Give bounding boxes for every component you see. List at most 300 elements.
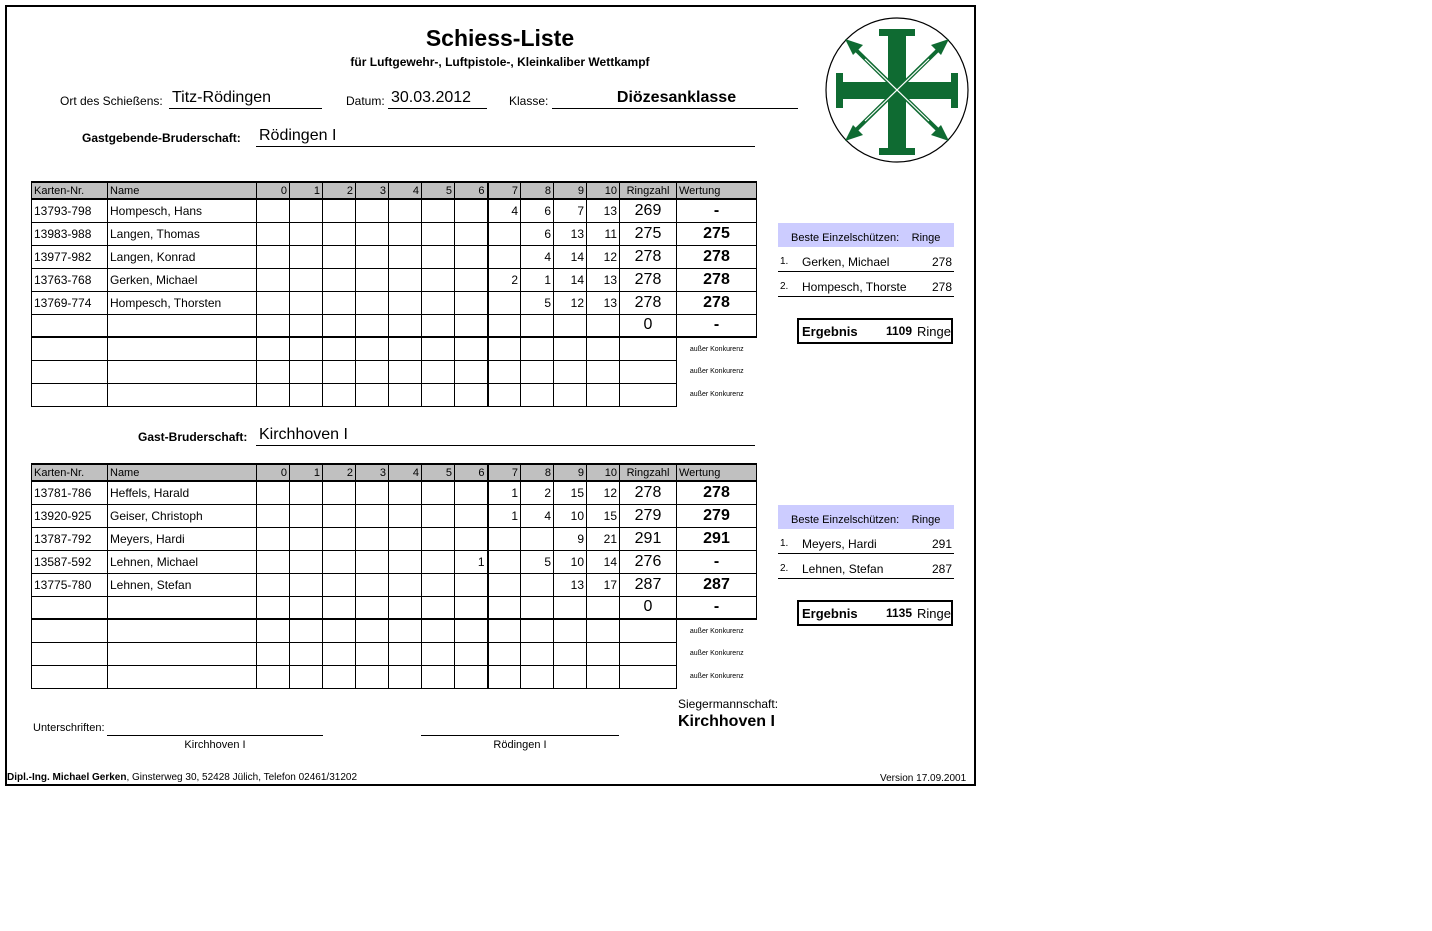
column-header: Wertung	[677, 182, 757, 199]
name-cell[interactable]	[108, 596, 257, 619]
score-cell[interactable]	[554, 596, 587, 619]
score-cell[interactable]	[356, 222, 389, 245]
score-cell[interactable]	[356, 527, 389, 550]
empty-cell[interactable]	[422, 665, 455, 688]
score-cell[interactable]	[455, 527, 488, 550]
score-cell[interactable]: 13	[587, 268, 620, 291]
empty-cell[interactable]	[521, 337, 554, 360]
ringzahl-cell[interactable]: 278	[620, 245, 677, 268]
table-row	[32, 268, 757, 291]
empty-cell[interactable]	[488, 383, 521, 406]
score-cell[interactable]	[323, 245, 356, 268]
empty-cell[interactable]	[290, 337, 323, 360]
empty-cell[interactable]	[422, 383, 455, 406]
table-row	[32, 245, 757, 268]
score-cell[interactable]	[422, 199, 455, 222]
score-cell[interactable]: 15	[554, 481, 587, 504]
score-cell[interactable]: 2	[488, 268, 521, 291]
karten-nr-cell[interactable]: 13787-792	[32, 527, 108, 550]
empty-row	[32, 383, 757, 406]
klasse-field[interactable]: Diözesanklasse	[552, 89, 798, 109]
empty-cell[interactable]	[356, 383, 389, 406]
page-subtitle: für Luftgewehr-, Luftpistole-, Kleinkaliber Wettkampf	[350, 55, 650, 69]
score-cell[interactable]	[422, 222, 455, 245]
score-cell[interactable]	[455, 245, 488, 268]
score-cell[interactable]	[290, 245, 323, 268]
score-cell[interactable]	[422, 504, 455, 527]
score-cell[interactable]	[455, 573, 488, 596]
column-header: Karten-Nr.	[32, 464, 108, 481]
result-value: 1135	[885, 606, 912, 620]
score-cell[interactable]	[521, 314, 554, 337]
score-cell[interactable]	[422, 291, 455, 314]
empty-cell[interactable]	[257, 383, 290, 406]
score-cell[interactable]: 6	[521, 222, 554, 245]
empty-cell[interactable]	[257, 642, 290, 665]
wertung-cell: 279	[677, 504, 757, 527]
empty-cell[interactable]	[257, 619, 290, 642]
score-cell[interactable]	[389, 573, 422, 596]
score-cell[interactable]	[323, 504, 356, 527]
brotherhood-cross-logo-icon	[825, 17, 970, 164]
empty-cell[interactable]	[323, 619, 356, 642]
empty-cell[interactable]	[389, 642, 422, 665]
empty-cell[interactable]	[290, 383, 323, 406]
score-cell[interactable]	[356, 314, 389, 337]
score-cell[interactable]	[356, 504, 389, 527]
empty-cell[interactable]	[455, 383, 488, 406]
empty-cell[interactable]	[32, 360, 108, 383]
signature-left-caption: Kirchhoven I	[184, 739, 246, 751]
page-title: Schiess-Liste	[425, 25, 575, 51]
score-cell[interactable]: 7	[554, 199, 587, 222]
score-cell[interactable]	[488, 314, 521, 337]
empty-row	[32, 665, 757, 688]
score-cell[interactable]	[521, 596, 554, 619]
score-cell[interactable]: 13	[554, 573, 587, 596]
score-cell[interactable]: 4	[488, 199, 521, 222]
score-cell[interactable]	[422, 268, 455, 291]
score-cell[interactable]: 1	[455, 550, 488, 573]
empty-cell[interactable]	[488, 642, 521, 665]
score-cell[interactable]	[389, 314, 422, 337]
score-cell[interactable]	[455, 291, 488, 314]
empty-cell[interactable]	[323, 337, 356, 360]
host-bruderschaft-field[interactable]: Rödingen I	[256, 127, 755, 147]
empty-cell[interactable]	[257, 337, 290, 360]
empty-cell[interactable]	[554, 383, 587, 406]
score-cell[interactable]	[455, 199, 488, 222]
karten-nr-cell[interactable]: 13769-774	[32, 291, 108, 314]
score-cell[interactable]	[323, 199, 356, 222]
empty-cell[interactable]	[521, 619, 554, 642]
score-cell[interactable]	[455, 314, 488, 337]
empty-cell[interactable]	[554, 619, 587, 642]
score-cell[interactable]	[422, 550, 455, 573]
ringzahl-cell[interactable]: 278	[620, 291, 677, 314]
empty-cell[interactable]	[554, 337, 587, 360]
column-header: 10	[587, 182, 620, 199]
score-cell[interactable]: 15	[587, 504, 620, 527]
karten-nr-cell[interactable]: 13775-780	[32, 573, 108, 596]
karten-nr-cell[interactable]: 13920-925	[32, 504, 108, 527]
score-cell[interactable]	[257, 527, 290, 550]
karten-nr-cell[interactable]: 13763-768	[32, 268, 108, 291]
score-cell[interactable]	[356, 481, 389, 504]
guest-bruderschaft-field[interactable]: Kirchhoven I	[256, 426, 755, 446]
ringzahl-cell[interactable]: 278	[620, 268, 677, 291]
score-cell[interactable]	[488, 527, 521, 550]
empty-cell[interactable]	[32, 383, 108, 406]
score-cell[interactable]	[488, 596, 521, 619]
ringzahl-cell[interactable]: 291	[620, 527, 677, 550]
score-cell[interactable]	[290, 573, 323, 596]
ort-field[interactable]: Titz-Rödingen	[169, 89, 322, 109]
empty-cell[interactable]	[108, 337, 257, 360]
klasse-label: Klasse:	[509, 94, 549, 108]
empty-cell[interactable]	[389, 360, 422, 383]
score-cell[interactable]	[257, 245, 290, 268]
score-cell[interactable]: 14	[554, 245, 587, 268]
column-header: 8	[521, 464, 554, 481]
score-cell[interactable]	[554, 314, 587, 337]
score-cell[interactable]	[356, 596, 389, 619]
score-cell[interactable]	[422, 596, 455, 619]
score-cell[interactable]	[488, 245, 521, 268]
empty-cell[interactable]	[389, 665, 422, 688]
ausser-konkurrenz-note: außer Konkurenz	[689, 368, 744, 375]
score-cell[interactable]	[323, 527, 356, 550]
best-entry: 1. Meyers, Hardi 291	[778, 529, 954, 554]
score-cell[interactable]	[455, 222, 488, 245]
score-cell[interactable]	[290, 550, 323, 573]
name-cell[interactable]: Geiser, Christoph	[108, 504, 257, 527]
score-cell[interactable]	[257, 481, 290, 504]
empty-cell[interactable]	[587, 337, 620, 360]
empty-cell[interactable]	[422, 337, 455, 360]
guest-result-box	[797, 600, 953, 626]
empty-cell[interactable]	[257, 665, 290, 688]
score-cell[interactable]	[587, 314, 620, 337]
name-cell[interactable]: Meyers, Hardi	[108, 527, 257, 550]
score-cell[interactable]	[455, 268, 488, 291]
score-cell[interactable]	[290, 268, 323, 291]
karten-nr-cell[interactable]: 13977-982	[32, 245, 108, 268]
karten-nr-cell[interactable]: 13587-592	[32, 550, 108, 573]
score-cell[interactable]	[389, 245, 422, 268]
empty-cell[interactable]	[32, 337, 108, 360]
empty-cell[interactable]	[620, 360, 677, 383]
empty-cell[interactable]	[488, 337, 521, 360]
empty-cell[interactable]	[521, 665, 554, 688]
score-cell[interactable]	[455, 504, 488, 527]
score-cell[interactable]	[356, 199, 389, 222]
ringzahl-cell[interactable]: 287	[620, 573, 677, 596]
score-cell[interactable]	[323, 550, 356, 573]
score-cell[interactable]: 5	[521, 291, 554, 314]
signature-line-left[interactable]	[107, 721, 323, 736]
score-cell[interactable]	[488, 550, 521, 573]
empty-cell[interactable]	[422, 642, 455, 665]
karten-nr-cell[interactable]: 13793-798	[32, 199, 108, 222]
name-cell[interactable]: Hompesch, Thorsten	[108, 291, 257, 314]
empty-cell[interactable]	[356, 642, 389, 665]
score-cell[interactable]	[356, 268, 389, 291]
karten-nr-cell[interactable]: 13781-786	[32, 481, 108, 504]
name-cell[interactable]: Lehnen, Michael	[108, 550, 257, 573]
score-cell[interactable]	[389, 199, 422, 222]
score-cell[interactable]: 17	[587, 573, 620, 596]
empty-cell[interactable]	[356, 619, 389, 642]
score-cell[interactable]: 12	[554, 291, 587, 314]
score-cell[interactable]	[323, 573, 356, 596]
score-cell[interactable]: 14	[554, 268, 587, 291]
empty-cell[interactable]	[290, 619, 323, 642]
empty-cell[interactable]	[488, 665, 521, 688]
score-cell[interactable]: 13	[587, 199, 620, 222]
empty-cell[interactable]	[587, 642, 620, 665]
score-cell[interactable]	[257, 291, 290, 314]
column-header: 4	[389, 464, 422, 481]
empty-cell[interactable]	[108, 642, 257, 665]
score-cell[interactable]	[290, 291, 323, 314]
score-cell[interactable]	[389, 504, 422, 527]
name-cell[interactable]: Lehnen, Stefan	[108, 573, 257, 596]
empty-cell[interactable]	[108, 665, 257, 688]
empty-row	[32, 642, 757, 665]
score-cell[interactable]	[356, 573, 389, 596]
karten-nr-cell[interactable]	[32, 596, 108, 619]
score-cell[interactable]	[521, 573, 554, 596]
name-cell[interactable]: Langen, Konrad	[108, 245, 257, 268]
score-cell[interactable]	[257, 550, 290, 573]
score-cell[interactable]	[389, 291, 422, 314]
score-cell[interactable]	[488, 222, 521, 245]
ringzahl-cell[interactable]: 269	[620, 199, 677, 222]
score-cell[interactable]: 21	[587, 527, 620, 550]
empty-cell[interactable]	[323, 383, 356, 406]
score-cell[interactable]: 1	[488, 504, 521, 527]
table-row	[32, 314, 757, 337]
score-cell[interactable]	[422, 527, 455, 550]
ort-label: Ort des Schießens:	[60, 94, 163, 108]
empty-cell[interactable]	[488, 619, 521, 642]
ausser-konkurrenz-note: außer Konkurenz	[689, 673, 744, 680]
ringzahl-cell[interactable]: 275	[620, 222, 677, 245]
score-cell[interactable]	[323, 596, 356, 619]
empty-cell[interactable]	[455, 619, 488, 642]
score-cell[interactable]	[488, 291, 521, 314]
score-cell[interactable]	[323, 268, 356, 291]
score-cell[interactable]	[290, 222, 323, 245]
datum-field[interactable]: 30.03.2012	[388, 89, 487, 109]
score-cell[interactable]: 13	[554, 222, 587, 245]
empty-cell[interactable]	[356, 337, 389, 360]
score-cell[interactable]	[587, 596, 620, 619]
score-cell[interactable]	[422, 481, 455, 504]
name-cell[interactable]: Heffels, Harald	[108, 481, 257, 504]
score-cell[interactable]	[389, 481, 422, 504]
table-row	[32, 550, 757, 573]
score-cell[interactable]	[488, 573, 521, 596]
score-cell[interactable]	[389, 268, 422, 291]
column-header: 1	[290, 464, 323, 481]
empty-cell[interactable]	[554, 665, 587, 688]
score-cell[interactable]	[389, 222, 422, 245]
empty-cell[interactable]	[290, 642, 323, 665]
score-cell[interactable]	[356, 550, 389, 573]
karten-nr-cell[interactable]	[32, 314, 108, 337]
empty-cell[interactable]	[488, 360, 521, 383]
empty-cell[interactable]	[587, 619, 620, 642]
score-cell[interactable]: 14	[587, 550, 620, 573]
score-cell[interactable]	[290, 314, 323, 337]
empty-cell[interactable]	[32, 642, 108, 665]
score-cell[interactable]	[389, 527, 422, 550]
score-cell[interactable]: 1	[488, 481, 521, 504]
ringzahl-cell[interactable]: 279	[620, 504, 677, 527]
score-cell[interactable]: 10	[554, 550, 587, 573]
score-cell[interactable]	[455, 481, 488, 504]
empty-cell[interactable]	[290, 665, 323, 688]
empty-cell[interactable]	[620, 665, 677, 688]
empty-cell[interactable]	[257, 360, 290, 383]
score-cell[interactable]: 2	[521, 481, 554, 504]
score-cell[interactable]	[422, 573, 455, 596]
column-header: 7	[488, 464, 521, 481]
empty-cell[interactable]	[108, 383, 257, 406]
ringzahl-cell[interactable]: 0	[620, 596, 677, 619]
score-cell[interactable]: 4	[521, 504, 554, 527]
score-cell[interactable]	[257, 222, 290, 245]
score-cell[interactable]	[257, 314, 290, 337]
empty-cell[interactable]	[108, 619, 257, 642]
signature-line-right[interactable]	[421, 721, 619, 736]
empty-cell[interactable]	[455, 360, 488, 383]
empty-cell[interactable]	[356, 360, 389, 383]
score-cell[interactable]: 12	[587, 245, 620, 268]
score-cell[interactable]: 4	[521, 245, 554, 268]
table-row	[32, 222, 757, 245]
score-cell[interactable]	[422, 245, 455, 268]
score-cell[interactable]	[323, 291, 356, 314]
score-cell[interactable]	[257, 199, 290, 222]
karten-nr-cell[interactable]: 13983-988	[32, 222, 108, 245]
score-cell[interactable]	[521, 527, 554, 550]
result-value: 1109	[885, 324, 912, 338]
score-cell[interactable]	[290, 481, 323, 504]
column-header: Name	[108, 464, 257, 481]
empty-cell[interactable]	[620, 642, 677, 665]
name-cell[interactable]: Gerken, Michael	[108, 268, 257, 291]
empty-cell[interactable]	[455, 337, 488, 360]
name-cell[interactable]: Langen, Thomas	[108, 222, 257, 245]
empty-cell[interactable]	[389, 337, 422, 360]
score-cell[interactable]	[290, 527, 323, 550]
ringzahl-cell[interactable]: 0	[620, 314, 677, 337]
empty-cell[interactable]	[389, 383, 422, 406]
wertung-cell: -	[677, 314, 757, 337]
score-cell[interactable]	[356, 245, 389, 268]
score-cell[interactable]	[257, 573, 290, 596]
empty-cell[interactable]	[323, 642, 356, 665]
empty-cell[interactable]	[32, 619, 108, 642]
score-cell[interactable]	[389, 550, 422, 573]
empty-cell[interactable]	[323, 665, 356, 688]
score-cell[interactable]	[323, 222, 356, 245]
empty-cell[interactable]	[389, 619, 422, 642]
score-cell[interactable]: 9	[554, 527, 587, 550]
empty-cell[interactable]	[587, 360, 620, 383]
empty-cell[interactable]	[32, 665, 108, 688]
score-cell[interactable]	[257, 268, 290, 291]
score-cell[interactable]: 13	[587, 291, 620, 314]
empty-cell[interactable]	[323, 360, 356, 383]
score-cell[interactable]: 5	[521, 550, 554, 573]
empty-cell[interactable]	[620, 337, 677, 360]
empty-cell[interactable]	[455, 642, 488, 665]
empty-cell[interactable]	[521, 383, 554, 406]
empty-cell[interactable]	[455, 665, 488, 688]
empty-cell[interactable]	[108, 360, 257, 383]
empty-cell[interactable]	[554, 642, 587, 665]
table-row	[32, 596, 757, 619]
empty-cell[interactable]	[620, 619, 677, 642]
empty-cell[interactable]	[554, 360, 587, 383]
empty-cell[interactable]	[521, 642, 554, 665]
result-label: Ergebnis	[802, 323, 858, 339]
name-cell[interactable]	[108, 314, 257, 337]
ringzahl-cell[interactable]: 278	[620, 481, 677, 504]
empty-cell[interactable]	[422, 360, 455, 383]
column-header: 7	[488, 182, 521, 199]
score-cell[interactable]: 10	[554, 504, 587, 527]
score-cell[interactable]	[290, 199, 323, 222]
empty-cell[interactable]	[422, 619, 455, 642]
score-cell[interactable]	[323, 481, 356, 504]
score-cell[interactable]: 1	[521, 268, 554, 291]
column-header: 9	[554, 182, 587, 199]
empty-cell[interactable]	[587, 665, 620, 688]
name-cell[interactable]: Hompesch, Hans	[108, 199, 257, 222]
empty-cell[interactable]	[356, 665, 389, 688]
winner-label: Siegermannschaft:	[678, 697, 779, 711]
score-cell[interactable]	[290, 596, 323, 619]
empty-cell[interactable]	[620, 383, 677, 406]
table-row	[32, 504, 757, 527]
empty-row	[32, 360, 757, 383]
score-cell[interactable]: 6	[521, 199, 554, 222]
wertung-cell: 275	[677, 222, 757, 245]
score-cell[interactable]	[257, 504, 290, 527]
empty-cell[interactable]	[290, 360, 323, 383]
empty-cell[interactable]	[587, 383, 620, 406]
score-cell[interactable]	[257, 596, 290, 619]
score-cell[interactable]	[356, 291, 389, 314]
score-cell[interactable]	[290, 504, 323, 527]
wertung-cell: -	[677, 596, 757, 619]
score-cell[interactable]: 11	[587, 222, 620, 245]
score-cell[interactable]	[422, 314, 455, 337]
footer-author-line	[7, 772, 357, 783]
score-cell[interactable]	[323, 314, 356, 337]
guest-best-shooters	[778, 505, 954, 579]
score-cell[interactable]	[455, 596, 488, 619]
score-cell[interactable]: 12	[587, 481, 620, 504]
score-cell[interactable]	[389, 596, 422, 619]
empty-cell[interactable]	[521, 360, 554, 383]
ringzahl-cell[interactable]: 276	[620, 550, 677, 573]
